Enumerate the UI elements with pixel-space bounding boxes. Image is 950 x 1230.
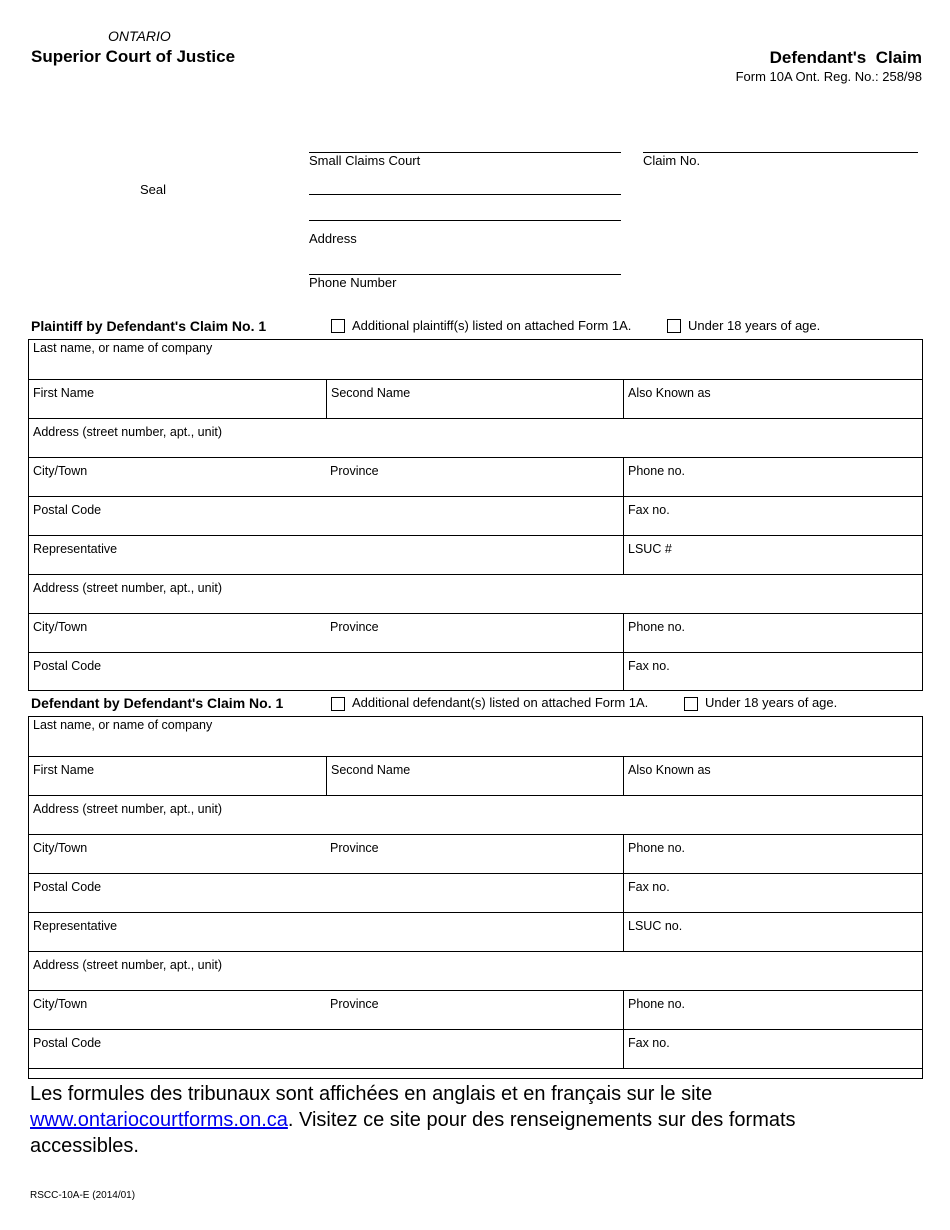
- plaintiff-lsuc-field[interactable]: [623, 536, 922, 574]
- field-label: Representative: [33, 542, 118, 556]
- defendant-additional-label: Additional defendant(s) listed on attached Form 1A.: [352, 695, 649, 710]
- field-label: Address (street number, apt., unit): [33, 581, 222, 595]
- plaintiff-table: [28, 339, 923, 691]
- plaintiff-rep-city-field[interactable]: [29, 614, 326, 652]
- field-label: First Name: [33, 386, 95, 400]
- defendant-section-heading: Defendant by Defendant's Claim No. 1: [31, 695, 284, 711]
- field-label: Fax no.: [628, 503, 670, 517]
- field-label: Phone no.: [628, 997, 685, 1011]
- form-reference: Form 10A Ont. Reg. No.: 258/98: [735, 69, 922, 84]
- plaintiff-city-field[interactable]: [29, 458, 326, 496]
- plaintiff-rep-fax-field[interactable]: [623, 653, 922, 690]
- court-forms-link[interactable]: www.ontariocourtforms.on.ca: [30, 1109, 288, 1131]
- claim-number-label: Claim No.: [643, 153, 701, 168]
- plaintiff-rep-province-field[interactable]: [326, 614, 623, 652]
- defendant-last-name-field[interactable]: [29, 717, 922, 756]
- field-label: City/Town: [33, 997, 88, 1011]
- field-label: Province: [330, 464, 379, 478]
- defendant-city-field[interactable]: [29, 835, 326, 873]
- court-phone-label: Phone Number: [309, 275, 397, 290]
- plaintiff-phone-field[interactable]: [623, 458, 922, 496]
- plaintiff-second-name-field[interactable]: [326, 380, 623, 418]
- field-label: Postal Code: [33, 880, 102, 894]
- field-label: Province: [330, 620, 379, 634]
- plaintiff-postal-field[interactable]: [29, 497, 623, 535]
- defendant-table: [28, 716, 923, 1079]
- jurisdiction-label: ONTARIO: [108, 28, 171, 44]
- form-code: RSCC-10A-E (2014/01): [30, 1190, 136, 1201]
- field-label: Province: [330, 841, 379, 855]
- defendant-additional-checkbox[interactable]: [331, 697, 345, 711]
- plaintiff-under18-label: Under 18 years of age.: [688, 318, 821, 333]
- field-label: Fax no.: [628, 1036, 670, 1050]
- language-notice: [30, 1081, 890, 1159]
- plaintiff-address-field[interactable]: [29, 418, 922, 457]
- plaintiff-last-name-field[interactable]: [29, 340, 922, 379]
- defendant-fax-field[interactable]: [623, 874, 922, 912]
- seal-label: Seal: [140, 182, 167, 197]
- field-label: Province: [330, 997, 379, 1011]
- field-label: Address (street number, apt., unit): [33, 802, 222, 816]
- plaintiff-under18-checkbox[interactable]: [667, 319, 681, 333]
- defendant-rep-postal-field[interactable]: [29, 1030, 623, 1068]
- field-label: Last name, or name of company: [33, 718, 213, 732]
- defendant-table-bottom-strip: [29, 1068, 922, 1078]
- field-label: City/Town: [33, 464, 88, 478]
- field-label: Also Known as: [628, 386, 711, 400]
- plaintiff-additional-label: Additional plaintiff(s) listed on attached Form 1A.: [352, 318, 632, 333]
- form-title: Defendant's Claim: [769, 48, 922, 67]
- field-label: Phone no.: [628, 464, 685, 478]
- plaintiff-fax-field[interactable]: [623, 497, 922, 535]
- defendant-postal-field[interactable]: [29, 874, 623, 912]
- defendant-under18-label: Under 18 years of age.: [705, 695, 838, 710]
- defendant-first-name-field[interactable]: [29, 757, 326, 795]
- court-address-field-line-1[interactable]: [309, 194, 621, 195]
- plaintiff-rep-phone-field[interactable]: [623, 614, 922, 652]
- field-label: LSUC no.: [628, 919, 683, 933]
- defendant-rep-fax-field[interactable]: [623, 1030, 922, 1068]
- field-label: City/Town: [33, 841, 88, 855]
- plaintiff-rep-postal-field[interactable]: [29, 653, 623, 690]
- field-label: Postal Code: [33, 659, 102, 673]
- field-label: Phone no.: [628, 620, 685, 634]
- plaintiff-also-known-field[interactable]: [623, 380, 922, 418]
- defendant-rep-phone-field[interactable]: [623, 991, 922, 1029]
- field-label: Postal Code: [33, 1036, 102, 1050]
- field-label: Phone no.: [628, 841, 685, 855]
- plaintiff-representative-field[interactable]: [29, 536, 623, 574]
- plaintiff-first-name-field[interactable]: [29, 380, 326, 418]
- field-label: First Name: [33, 763, 95, 777]
- court-name: Superior Court of Justice: [31, 47, 236, 66]
- field-label: Last name, or name of company: [33, 341, 213, 355]
- defendant-address-field[interactable]: [29, 795, 922, 834]
- court-address-label: Address: [309, 231, 357, 246]
- field-label: Fax no.: [628, 659, 670, 673]
- defendant-under18-checkbox[interactable]: [684, 697, 698, 711]
- field-label: Also Known as: [628, 763, 711, 777]
- plaintiff-section-heading: Plaintiff by Defendant's Claim No. 1: [31, 318, 267, 334]
- notice-text-after: . Visitez ce site pour des renseignements sur des formats accessibles.: [30, 1109, 796, 1157]
- defendant-province-field[interactable]: [326, 835, 623, 873]
- field-label: Address (street number, apt., unit): [33, 425, 222, 439]
- defendant-rep-province-field[interactable]: [326, 991, 623, 1029]
- defendant-representative-field[interactable]: [29, 913, 623, 951]
- field-label: Address (street number, apt., unit): [33, 958, 222, 972]
- plaintiff-province-field[interactable]: [326, 458, 623, 496]
- defendant-second-name-field[interactable]: [326, 757, 623, 795]
- defendant-also-known-field[interactable]: [623, 757, 922, 795]
- field-label: Second Name: [331, 763, 411, 777]
- field-label: Representative: [33, 919, 118, 933]
- defendant-phone-field[interactable]: [623, 835, 922, 873]
- defendant-lsuc-field[interactable]: [623, 913, 922, 951]
- notice-text-before: Les formules des tribunaux sont affichées en anglais et en français sur le site: [30, 1083, 713, 1105]
- court-address-field-line-2[interactable]: [309, 220, 621, 221]
- field-label: LSUC #: [628, 542, 672, 556]
- field-label: Fax no.: [628, 880, 670, 894]
- field-label: Second Name: [331, 386, 411, 400]
- small-claims-court-label: Small Claims Court: [309, 153, 421, 168]
- field-label: Postal Code: [33, 503, 102, 517]
- plaintiff-rep-address-field[interactable]: [29, 574, 922, 613]
- defendant-rep-city-field[interactable]: [29, 991, 326, 1029]
- defendant-rep-address-field[interactable]: [29, 951, 922, 990]
- field-label: City/Town: [33, 620, 88, 634]
- plaintiff-additional-checkbox[interactable]: [331, 319, 345, 333]
